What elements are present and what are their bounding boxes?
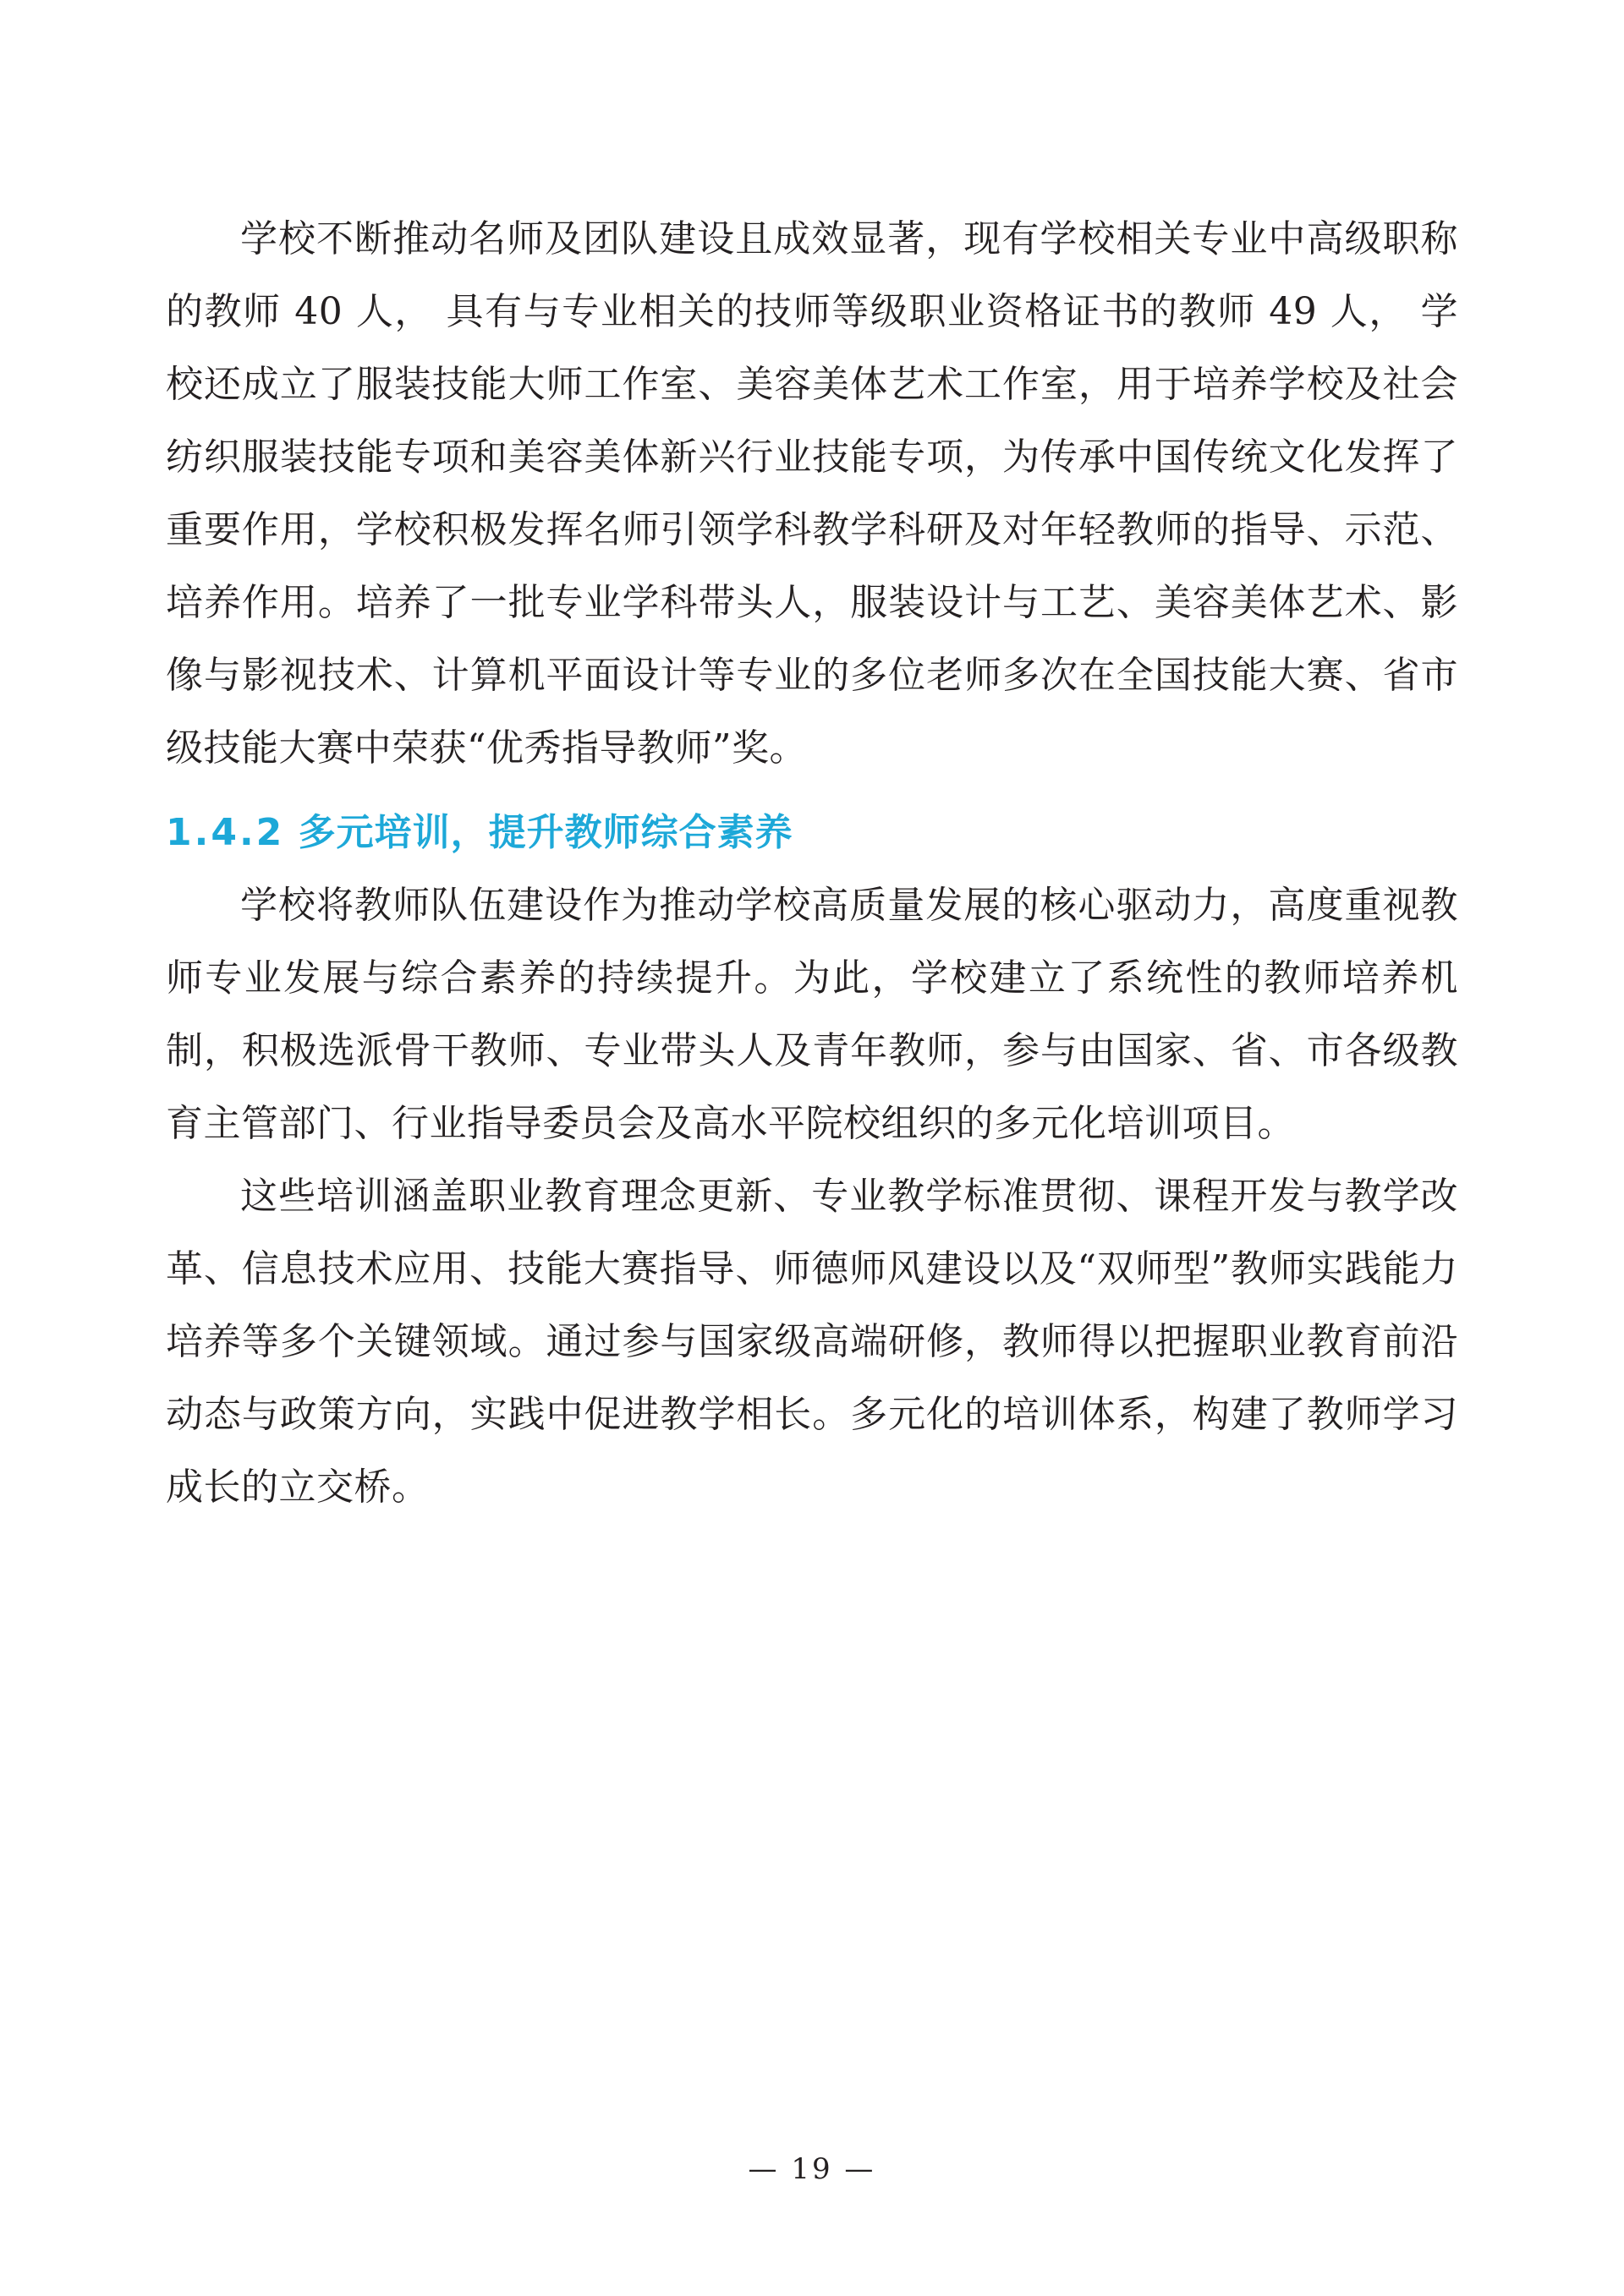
- section-number: 1.4.2: [166, 811, 285, 854]
- paragraph-training-mechanism: 学校将教师队伍建设作为推动学校高质量发展的核心驱动力，高度重视教师专业发展与综合素养的持续提升。为此，学校建立了系统性的教师培养机制，积极选派骨干教师、专业带头人及青年教师，参与由国家、省、市各级教育主管部门、行业指导委员会及高水平院校组织的多元化培训项目。: [166, 884, 1458, 1145]
- paragraph-training-scope: 这些培训涵盖职业教育理念更新、专业教学标准贯彻、课程开发与教学改革、信息技术应用、技能大赛指导、师德师风建设以及“双师型”教师实践能力培养等多个关键领域。通过参与国家级高端研修，教师得以把握职业教育前沿动态与政策方向，实践中促进教学相长。多元化的培训体系，构建了教师学习成长的立交桥。: [166, 1175, 1458, 1509]
- section-heading-1-4-2: [166, 797, 1458, 869]
- paragraph-teacher-team: 学校不断推动名师及团队建设且成效显著，现有学校相关专业中高级职称的教师 40 人， 具有与专业相关的技师等级职业资格证书的教师 49 人， 学校还成立了服装技能大师工作室、美容美体艺术工作室，用于培养学校及社会纺织服装技能专项和美容美体新兴行业技能专项，为传承中国传统文化发挥了重要作用，学校积极发挥名师引领学科教学科研及对年轻教师的指导、示范、培养作用。培养了一批专业学科带头人，服装设计与工艺、美容美体艺术、影像与影视技术、计算机平面设计等专业的多位老师多次在全国技能大赛、省市级技能大赛中荣获“优秀指导教师”奖。: [166, 217, 1458, 770]
- section-title: 多元培训，提升教师综合素养: [298, 811, 793, 854]
- page-number-footer: — 19 —: [748, 2152, 876, 2186]
